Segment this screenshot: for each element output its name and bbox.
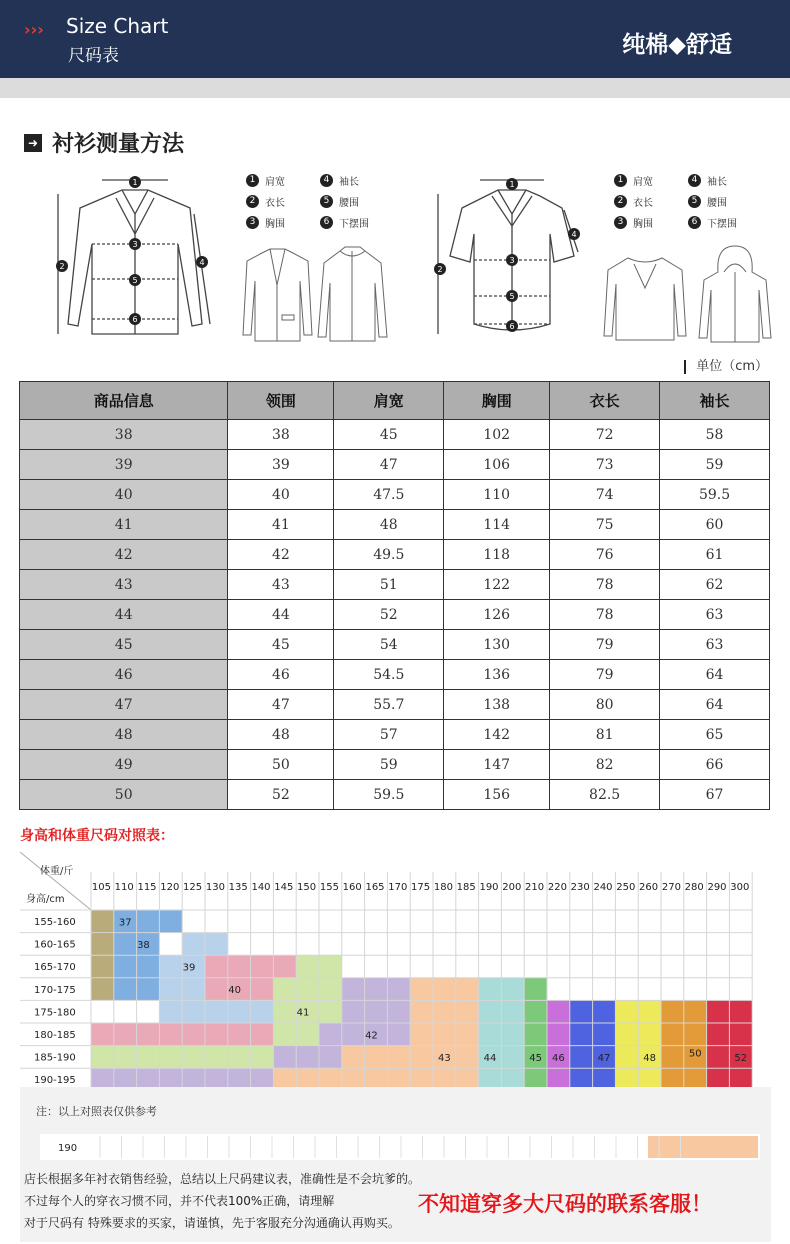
size-cell: 44 — [20, 600, 228, 630]
size-label: 44 — [483, 1052, 497, 1064]
header-slogan: 纯棉◆舒适 — [622, 32, 732, 58]
col-header: 领围 — [228, 382, 334, 420]
weight-tick-label: 150 — [297, 882, 317, 893]
value-cell: 79 — [550, 660, 660, 690]
size-cell: 40 — [20, 480, 228, 510]
value-cell: 40 — [228, 480, 334, 510]
size-block — [159, 1000, 273, 1023]
long-sleeve-shirt-diagram-icon — [50, 174, 220, 349]
weight-tick-label: 175 — [411, 882, 431, 893]
value-cell: 59 — [660, 450, 770, 480]
value-cell: 48 — [228, 720, 334, 750]
col-header: 袖长 — [660, 382, 770, 420]
unit-label: 单位（cm） — [684, 355, 768, 374]
size-label: 38 — [137, 939, 150, 951]
value-cell: 59.5 — [660, 480, 770, 510]
size-cell: 45 — [20, 630, 228, 660]
size-label: 47 — [597, 1052, 611, 1064]
svg-text:1: 1 — [132, 178, 138, 187]
size-label: 43 — [438, 1052, 451, 1064]
weight-chart-title: 身高和体重尺码对照表： — [20, 828, 174, 844]
legend-item: 3 胸围 — [614, 215, 688, 230]
table-header-row — [20, 382, 770, 420]
table-row — [20, 480, 770, 510]
value-cell: 49.5 — [334, 540, 444, 570]
value-cell: 46 — [228, 660, 334, 690]
svg-text:5: 5 — [132, 276, 138, 285]
size-cell: 41 — [20, 510, 228, 540]
value-cell: 65 — [660, 720, 770, 750]
value-cell: 63 — [660, 630, 770, 660]
weight-tick-label: 185 — [456, 882, 476, 893]
svg-text:6: 6 — [509, 322, 515, 331]
chart-note: 注：以上对照表仅供参考 — [36, 1105, 157, 1118]
svg-text:2: 2 — [59, 262, 65, 271]
table-row — [20, 630, 770, 660]
value-cell: 51 — [334, 570, 444, 600]
size-block — [273, 1068, 341, 1087]
weight-tick-label: 170 — [388, 882, 408, 893]
height-tick-label: 175-180 — [34, 1007, 76, 1019]
size-cell: 50 — [20, 780, 228, 810]
size-cell: 39 — [20, 450, 228, 480]
svg-text:6: 6 — [132, 315, 138, 324]
weight-tick-label: 240 — [593, 882, 613, 893]
size-block — [547, 1000, 570, 1087]
svg-text:4: 4 — [571, 230, 577, 239]
size-label: 42 — [365, 1030, 378, 1042]
value-cell: 76 — [550, 540, 660, 570]
height-tick-label: 160-165 — [34, 939, 76, 951]
value-cell: 52 — [228, 780, 334, 810]
weight-tick-label: 135 — [228, 882, 248, 893]
value-cell: 44 — [228, 600, 334, 630]
table-row — [20, 420, 770, 450]
height-tick-label: 155-160 — [34, 917, 76, 928]
value-cell: 130 — [444, 630, 550, 660]
value-cell: 110 — [444, 480, 550, 510]
value-cell: 136 — [444, 660, 550, 690]
size-label: 52 — [734, 1052, 748, 1064]
size-label: 46 — [552, 1052, 565, 1064]
measure-title-text: 衬衫测量方法 — [52, 132, 185, 157]
value-cell: 138 — [444, 690, 550, 720]
size-label: 40 — [228, 985, 242, 997]
value-cell: 118 — [444, 540, 550, 570]
footer-line-3: 对于尺码有 特殊要求的买家，请谨慎，先于客服充分沟通确认再购买。 — [24, 1216, 400, 1230]
legend-item: 4 袖长 — [688, 173, 762, 188]
height-tick-label: 170-175 — [34, 984, 76, 996]
svg-text:3: 3 — [132, 240, 138, 249]
weight-tick-label: 180 — [433, 882, 453, 893]
value-cell: 57 — [334, 720, 444, 750]
svg-text:1: 1 — [509, 180, 515, 189]
table-row — [20, 720, 770, 750]
zip-jacket-sketch-icon — [315, 245, 390, 345]
value-cell: 74 — [550, 480, 660, 510]
table-row — [20, 450, 770, 480]
weight-tick-label: 160 — [342, 882, 362, 893]
weight-tick-label: 280 — [684, 882, 704, 893]
size-table — [19, 381, 770, 810]
svg-text:3: 3 — [509, 256, 515, 265]
weight-tick-label: 120 — [160, 882, 180, 893]
weight-tick-label: 155 — [319, 882, 339, 893]
value-cell: 54 — [334, 630, 444, 660]
size-block — [410, 978, 478, 1046]
size-label: 45 — [529, 1052, 542, 1064]
weight-chart-grid — [20, 852, 771, 1087]
weight-tick-label: 140 — [251, 882, 271, 893]
value-cell: 78 — [550, 570, 660, 600]
value-cell: 80 — [550, 690, 660, 720]
value-cell: 45 — [228, 630, 334, 660]
size-block — [273, 1046, 341, 1069]
value-cell: 82 — [550, 750, 660, 780]
table-row — [20, 750, 770, 780]
value-cell: 62 — [660, 570, 770, 600]
value-cell: 67 — [660, 780, 770, 810]
footer-line-1: 店长根据多年衬衣销售经验，总结以上尺码建议表，准确性是不会坑爹的。 — [24, 1172, 421, 1186]
value-cell: 38 — [228, 420, 334, 450]
strip-label: 190 — [58, 1143, 78, 1154]
value-cell: 156 — [444, 780, 550, 810]
col-header: 衣长 — [550, 382, 660, 420]
value-cell: 79 — [550, 630, 660, 660]
value-cell: 72 — [550, 420, 660, 450]
weight-tick-label: 125 — [183, 882, 203, 893]
value-cell: 48 — [334, 510, 444, 540]
legend-item: 2 衣长 — [246, 194, 320, 209]
weight-tick-label: 115 — [137, 882, 157, 893]
value-cell: 66 — [660, 750, 770, 780]
value-cell: 54.5 — [334, 660, 444, 690]
value-cell: 106 — [444, 450, 550, 480]
value-cell: 142 — [444, 720, 550, 750]
value-cell: 45 — [334, 420, 444, 450]
strip-highlight — [648, 1136, 758, 1158]
weight-tick-label: 190 — [479, 882, 499, 893]
value-cell: 64 — [660, 690, 770, 720]
weight-tick-label: 220 — [547, 882, 567, 893]
value-cell: 47 — [334, 450, 444, 480]
height-tick-label: 185-190 — [34, 1052, 76, 1064]
col-header: 商品信息 — [20, 382, 228, 420]
bottom-strip — [40, 1134, 760, 1160]
measure-legend-right — [614, 170, 762, 233]
size-label: 41 — [296, 1007, 310, 1019]
legend-item: 3 胸围 — [246, 215, 320, 230]
value-cell: 63 — [660, 600, 770, 630]
table-row — [20, 660, 770, 690]
weight-tick-label: 250 — [616, 882, 636, 893]
weight-tick-label: 230 — [570, 882, 590, 893]
value-cell: 73 — [550, 450, 660, 480]
value-cell: 59.5 — [334, 780, 444, 810]
table-row — [20, 780, 770, 810]
size-cell: 42 — [20, 540, 228, 570]
measure-legend-left — [246, 170, 394, 233]
value-cell: 81 — [550, 720, 660, 750]
value-cell: 43 — [228, 570, 334, 600]
value-cell: 61 — [660, 540, 770, 570]
weight-tick-label: 290 — [707, 882, 727, 893]
measure-figures — [0, 160, 790, 350]
page-header — [0, 0, 790, 78]
size-cell: 38 — [20, 420, 228, 450]
size-label: 39 — [182, 962, 196, 974]
measure-section-title — [24, 127, 184, 158]
size-cell: 43 — [20, 570, 228, 600]
value-cell: 114 — [444, 510, 550, 540]
value-cell: 126 — [444, 600, 550, 630]
value-cell: 59 — [334, 750, 444, 780]
value-cell: 55.7 — [334, 690, 444, 720]
size-label: 48 — [643, 1052, 656, 1064]
suit-jacket-sketch-icon — [240, 245, 315, 345]
weight-tick-label: 210 — [525, 882, 545, 893]
legend-item: 5 腰围 — [688, 194, 762, 209]
height-tick-label: 165-170 — [34, 962, 76, 974]
size-cell: 49 — [20, 750, 228, 780]
value-cell: 52 — [334, 600, 444, 630]
legend-item: 2 衣长 — [614, 194, 688, 209]
chevron-arrows-icon: › › › — [24, 20, 38, 39]
value-cell: 147 — [444, 750, 550, 780]
corner-weight-label: 体重/斤 — [40, 866, 74, 877]
value-cell: 64 — [660, 660, 770, 690]
contact-service-text: 不知道穿多大尺码的联系客服！ — [418, 1192, 712, 1216]
corner-height-label: 身高/cm — [26, 894, 65, 905]
value-cell: 60 — [660, 510, 770, 540]
header-band — [0, 78, 790, 98]
short-sleeve-shirt-diagram-icon — [428, 174, 598, 349]
weight-tick-label: 300 — [730, 882, 750, 893]
tshirt-sketch-icon — [600, 250, 690, 345]
legend-item: 1 肩宽 — [246, 173, 320, 188]
value-cell: 47 — [228, 690, 334, 720]
value-cell: 82.5 — [550, 780, 660, 810]
value-cell: 50 — [228, 750, 334, 780]
svg-text:5: 5 — [509, 292, 515, 301]
table-row — [20, 690, 770, 720]
value-cell: 122 — [444, 570, 550, 600]
legend-item: 5 腰围 — [320, 194, 394, 209]
weight-tick-label: 145 — [274, 882, 294, 893]
value-cell: 78 — [550, 600, 660, 630]
col-header: 肩宽 — [334, 382, 444, 420]
size-label: 50 — [688, 1048, 702, 1060]
table-row — [20, 510, 770, 540]
weight-tick-label: 270 — [661, 882, 681, 893]
weight-tick-label: 200 — [502, 882, 522, 893]
col-header: 胸围 — [444, 382, 550, 420]
size-cell: 46 — [20, 660, 228, 690]
header-title-cn: 尺码表 — [68, 46, 119, 66]
value-cell: 39 — [228, 450, 334, 480]
size-cell: 48 — [20, 720, 228, 750]
value-cell: 102 — [444, 420, 550, 450]
value-cell: 41 — [228, 510, 334, 540]
value-cell: 75 — [550, 510, 660, 540]
value-cell: 42 — [228, 540, 334, 570]
height-tick-label: 180-185 — [34, 1030, 76, 1041]
table-row — [20, 600, 770, 630]
value-cell: 58 — [660, 420, 770, 450]
legend-item: 4 袖长 — [320, 173, 394, 188]
size-label: 37 — [118, 917, 132, 929]
arrow-right-icon: ➜ — [24, 134, 42, 152]
svg-text:4: 4 — [199, 258, 205, 267]
legend-item: 1 肩宽 — [614, 173, 688, 188]
table-row — [20, 540, 770, 570]
legend-item: 6 下摆围 — [688, 215, 762, 230]
header-title-en: Size Chart — [66, 14, 169, 38]
height-tick-label: 190-195 — [34, 1075, 76, 1087]
legend-item: 6 下摆围 — [320, 215, 394, 230]
hoodie-sketch-icon — [696, 242, 774, 345]
weight-tick-label: 165 — [365, 882, 385, 893]
footer-line-2: 不过每个人的穿衣习惯不同，并不代表100%正确，请理解 — [24, 1194, 335, 1208]
size-block — [524, 978, 547, 1087]
size-cell: 47 — [20, 690, 228, 720]
table-row — [20, 570, 770, 600]
value-cell: 47.5 — [334, 480, 444, 510]
weight-tick-label: 130 — [205, 882, 225, 893]
weight-tick-label: 105 — [91, 882, 111, 893]
weight-tick-label: 260 — [639, 882, 659, 893]
weight-tick-label: 110 — [114, 882, 134, 893]
svg-text:2: 2 — [437, 265, 443, 274]
